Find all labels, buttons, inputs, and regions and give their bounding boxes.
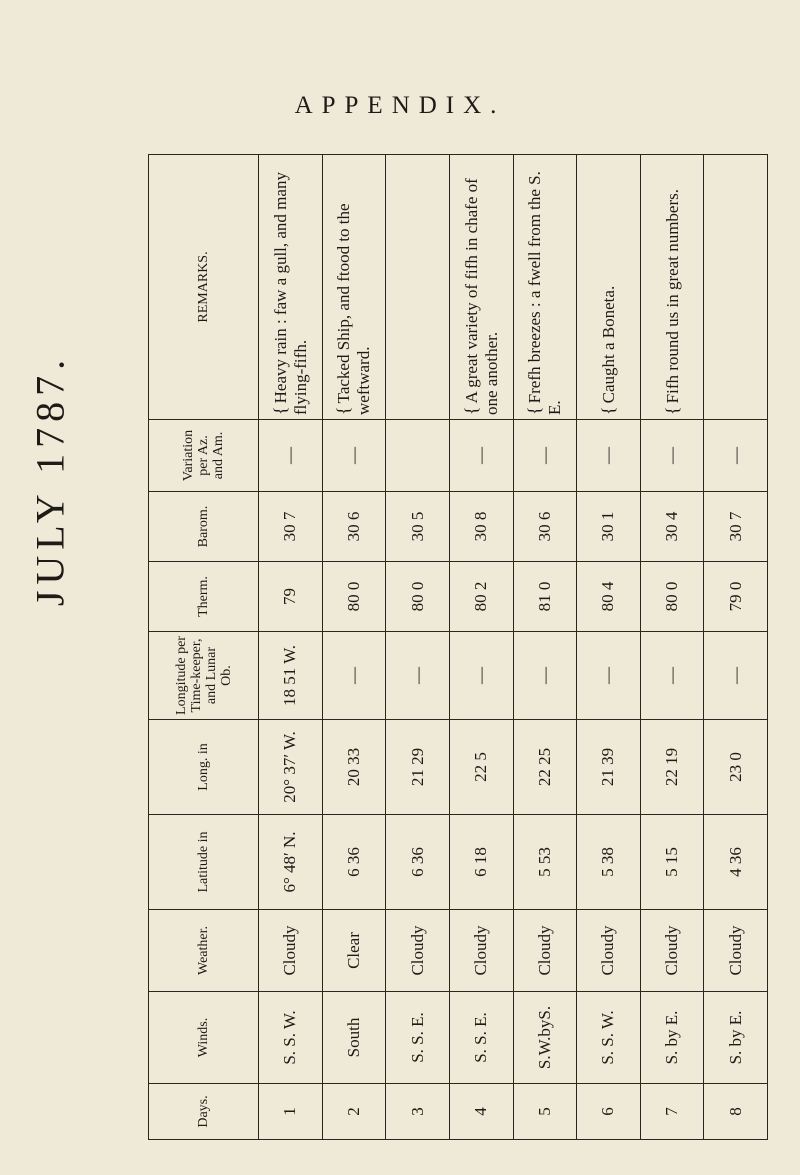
cell-remark: [449, 155, 513, 420]
cell-variation: [386, 420, 450, 492]
cell-timekeeper: —: [640, 632, 704, 720]
cell-winds: S. by E.: [704, 992, 768, 1084]
cell-longitude: 20° 37′ W.: [259, 720, 323, 815]
cell-therm: 79 0: [704, 562, 768, 632]
cell-winds: S. by E.: [640, 992, 704, 1084]
side-title: JULY 1787.: [27, 353, 73, 607]
cell-barom: 30 4: [640, 492, 704, 562]
cell-timekeeper: —: [322, 632, 386, 720]
col-winds: Winds.: [149, 992, 259, 1084]
cell-latitude: 6° 48′ N.: [259, 815, 323, 910]
cell-latitude: 5 38: [577, 815, 641, 910]
brace-mark: {: [597, 406, 618, 415]
cell-therm: 80 0: [322, 562, 386, 632]
cell-weather: Cloudy: [513, 910, 577, 992]
cell-weather: Cloudy: [386, 910, 450, 992]
table-row: [449, 155, 513, 1140]
cell-variation: —: [704, 420, 768, 492]
remark-text: Frefh breezes : a fwell from the S. E.: [525, 171, 565, 415]
cell-timekeeper: —: [704, 632, 768, 720]
cell-longitude: 22 5: [449, 720, 513, 815]
cell-winds: S. S. E.: [449, 992, 513, 1084]
col-days: Days.: [149, 1084, 259, 1140]
remark-text: A great variety of fifh in chafe of one another.: [461, 178, 501, 415]
cell-variation: —: [640, 420, 704, 492]
cell-variation: —: [322, 420, 386, 492]
cell-longitude: 21 39: [577, 720, 641, 815]
cell-winds: S.W.byS.: [513, 992, 577, 1084]
cell-remark: [577, 155, 641, 420]
table-row: [513, 155, 577, 1140]
cell-timekeeper: —: [577, 632, 641, 720]
cell-remark: [322, 155, 386, 420]
cell-weather: Cloudy: [259, 910, 323, 992]
col-variation: Variation per Az. and Am.: [149, 420, 259, 492]
col-remarks: REMARKS.: [149, 155, 259, 420]
cell-timekeeper: —: [513, 632, 577, 720]
cell-winds: South: [322, 992, 386, 1084]
col-barom: Barom.: [149, 492, 259, 562]
table-row: [259, 155, 323, 1140]
remark-text: Heavy rain : faw a gull, and many flying-fifh.: [270, 172, 310, 415]
cell-variation: —: [259, 420, 323, 492]
cell-barom: 30 1: [577, 492, 641, 562]
cell-weather: Cloudy: [640, 910, 704, 992]
remark-text: Fifh round us in great numbers.: [662, 189, 682, 404]
cell-weather: Cloudy: [704, 910, 768, 992]
table-row: [322, 155, 386, 1140]
cell-day: 3: [386, 1084, 450, 1140]
cell-variation: —: [577, 420, 641, 492]
cell-barom: 30 6: [322, 492, 386, 562]
table-row: [577, 155, 641, 1140]
table-row: [704, 155, 768, 1140]
page-header: APPENDIX.: [294, 92, 506, 119]
cell-barom: 30 5: [386, 492, 450, 562]
cell-longitude: 22 25: [513, 720, 577, 815]
brace-mark: {: [661, 406, 682, 415]
cell-therm: 81 0: [513, 562, 577, 632]
col-weather: Weather.: [149, 910, 259, 992]
cell-latitude: 6 36: [322, 815, 386, 910]
cell-therm: 79: [259, 562, 323, 632]
col-therm: Therm.: [149, 562, 259, 632]
cell-day: 5: [513, 1084, 577, 1140]
cell-barom: 30 7: [259, 492, 323, 562]
cell-weather: Clear: [322, 910, 386, 992]
cell-timekeeper: 18 51 W.: [259, 632, 323, 720]
cell-latitude: 5 15: [640, 815, 704, 910]
table-row: [640, 155, 704, 1140]
col-timekeeper: Longitude per Time-keeper, and Lunar Ob.: [149, 632, 259, 720]
cell-day: 2: [322, 1084, 386, 1140]
rotated-log-table: [148, 155, 768, 1140]
cell-day: 1: [259, 1084, 323, 1140]
cell-remark: [259, 155, 323, 420]
col-longitude: Long. in: [149, 720, 259, 815]
meteorological-log-table: [148, 154, 768, 1140]
cell-latitude: 5 53: [513, 815, 577, 910]
cell-longitude: 22 19: [640, 720, 704, 815]
header-row: [149, 155, 259, 1140]
cell-winds: S. S. W.: [577, 992, 641, 1084]
table-row: [386, 155, 450, 1140]
cell-day: 4: [449, 1084, 513, 1140]
brace-mark: {: [333, 406, 354, 415]
cell-therm: 80 2: [449, 562, 513, 632]
cell-variation: —: [449, 420, 513, 492]
cell-longitude: 21 29: [386, 720, 450, 815]
cell-remark: [704, 155, 768, 420]
log-body: [259, 155, 768, 1140]
cell-remark: [640, 155, 704, 420]
cell-winds: S. S. E.: [386, 992, 450, 1084]
cell-timekeeper: —: [386, 632, 450, 720]
cell-weather: Cloudy: [449, 910, 513, 992]
cell-variation: —: [513, 420, 577, 492]
cell-day: 6: [577, 1084, 641, 1140]
cell-latitude: 6 36: [386, 815, 450, 910]
cell-barom: 30 6: [513, 492, 577, 562]
cell-longitude: 20 33: [322, 720, 386, 815]
cell-longitude: 23 0: [704, 720, 768, 815]
cell-latitude: 6 18: [449, 815, 513, 910]
cell-therm: 80 4: [577, 562, 641, 632]
cell-therm: 80 0: [386, 562, 450, 632]
cell-remark: [386, 155, 450, 420]
brace-mark: {: [524, 406, 545, 415]
cell-timekeeper: —: [449, 632, 513, 720]
cell-barom: 30 7: [704, 492, 768, 562]
cell-winds: S. S. W.: [259, 992, 323, 1084]
brace-mark: {: [269, 406, 290, 415]
remark-text: Caught a Boneta.: [598, 285, 618, 404]
col-latitude: Latitude in: [149, 815, 259, 910]
cell-barom: 30 8: [449, 492, 513, 562]
cell-day: 7: [640, 1084, 704, 1140]
cell-day: 8: [704, 1084, 768, 1140]
cell-remark: [513, 155, 577, 420]
cell-therm: 80 0: [640, 562, 704, 632]
cell-latitude: 4 36: [704, 815, 768, 910]
cell-weather: Cloudy: [577, 910, 641, 992]
remark-text: Tacked Ship, and ftood to the weftward.: [334, 203, 374, 415]
brace-mark: {: [460, 406, 481, 415]
